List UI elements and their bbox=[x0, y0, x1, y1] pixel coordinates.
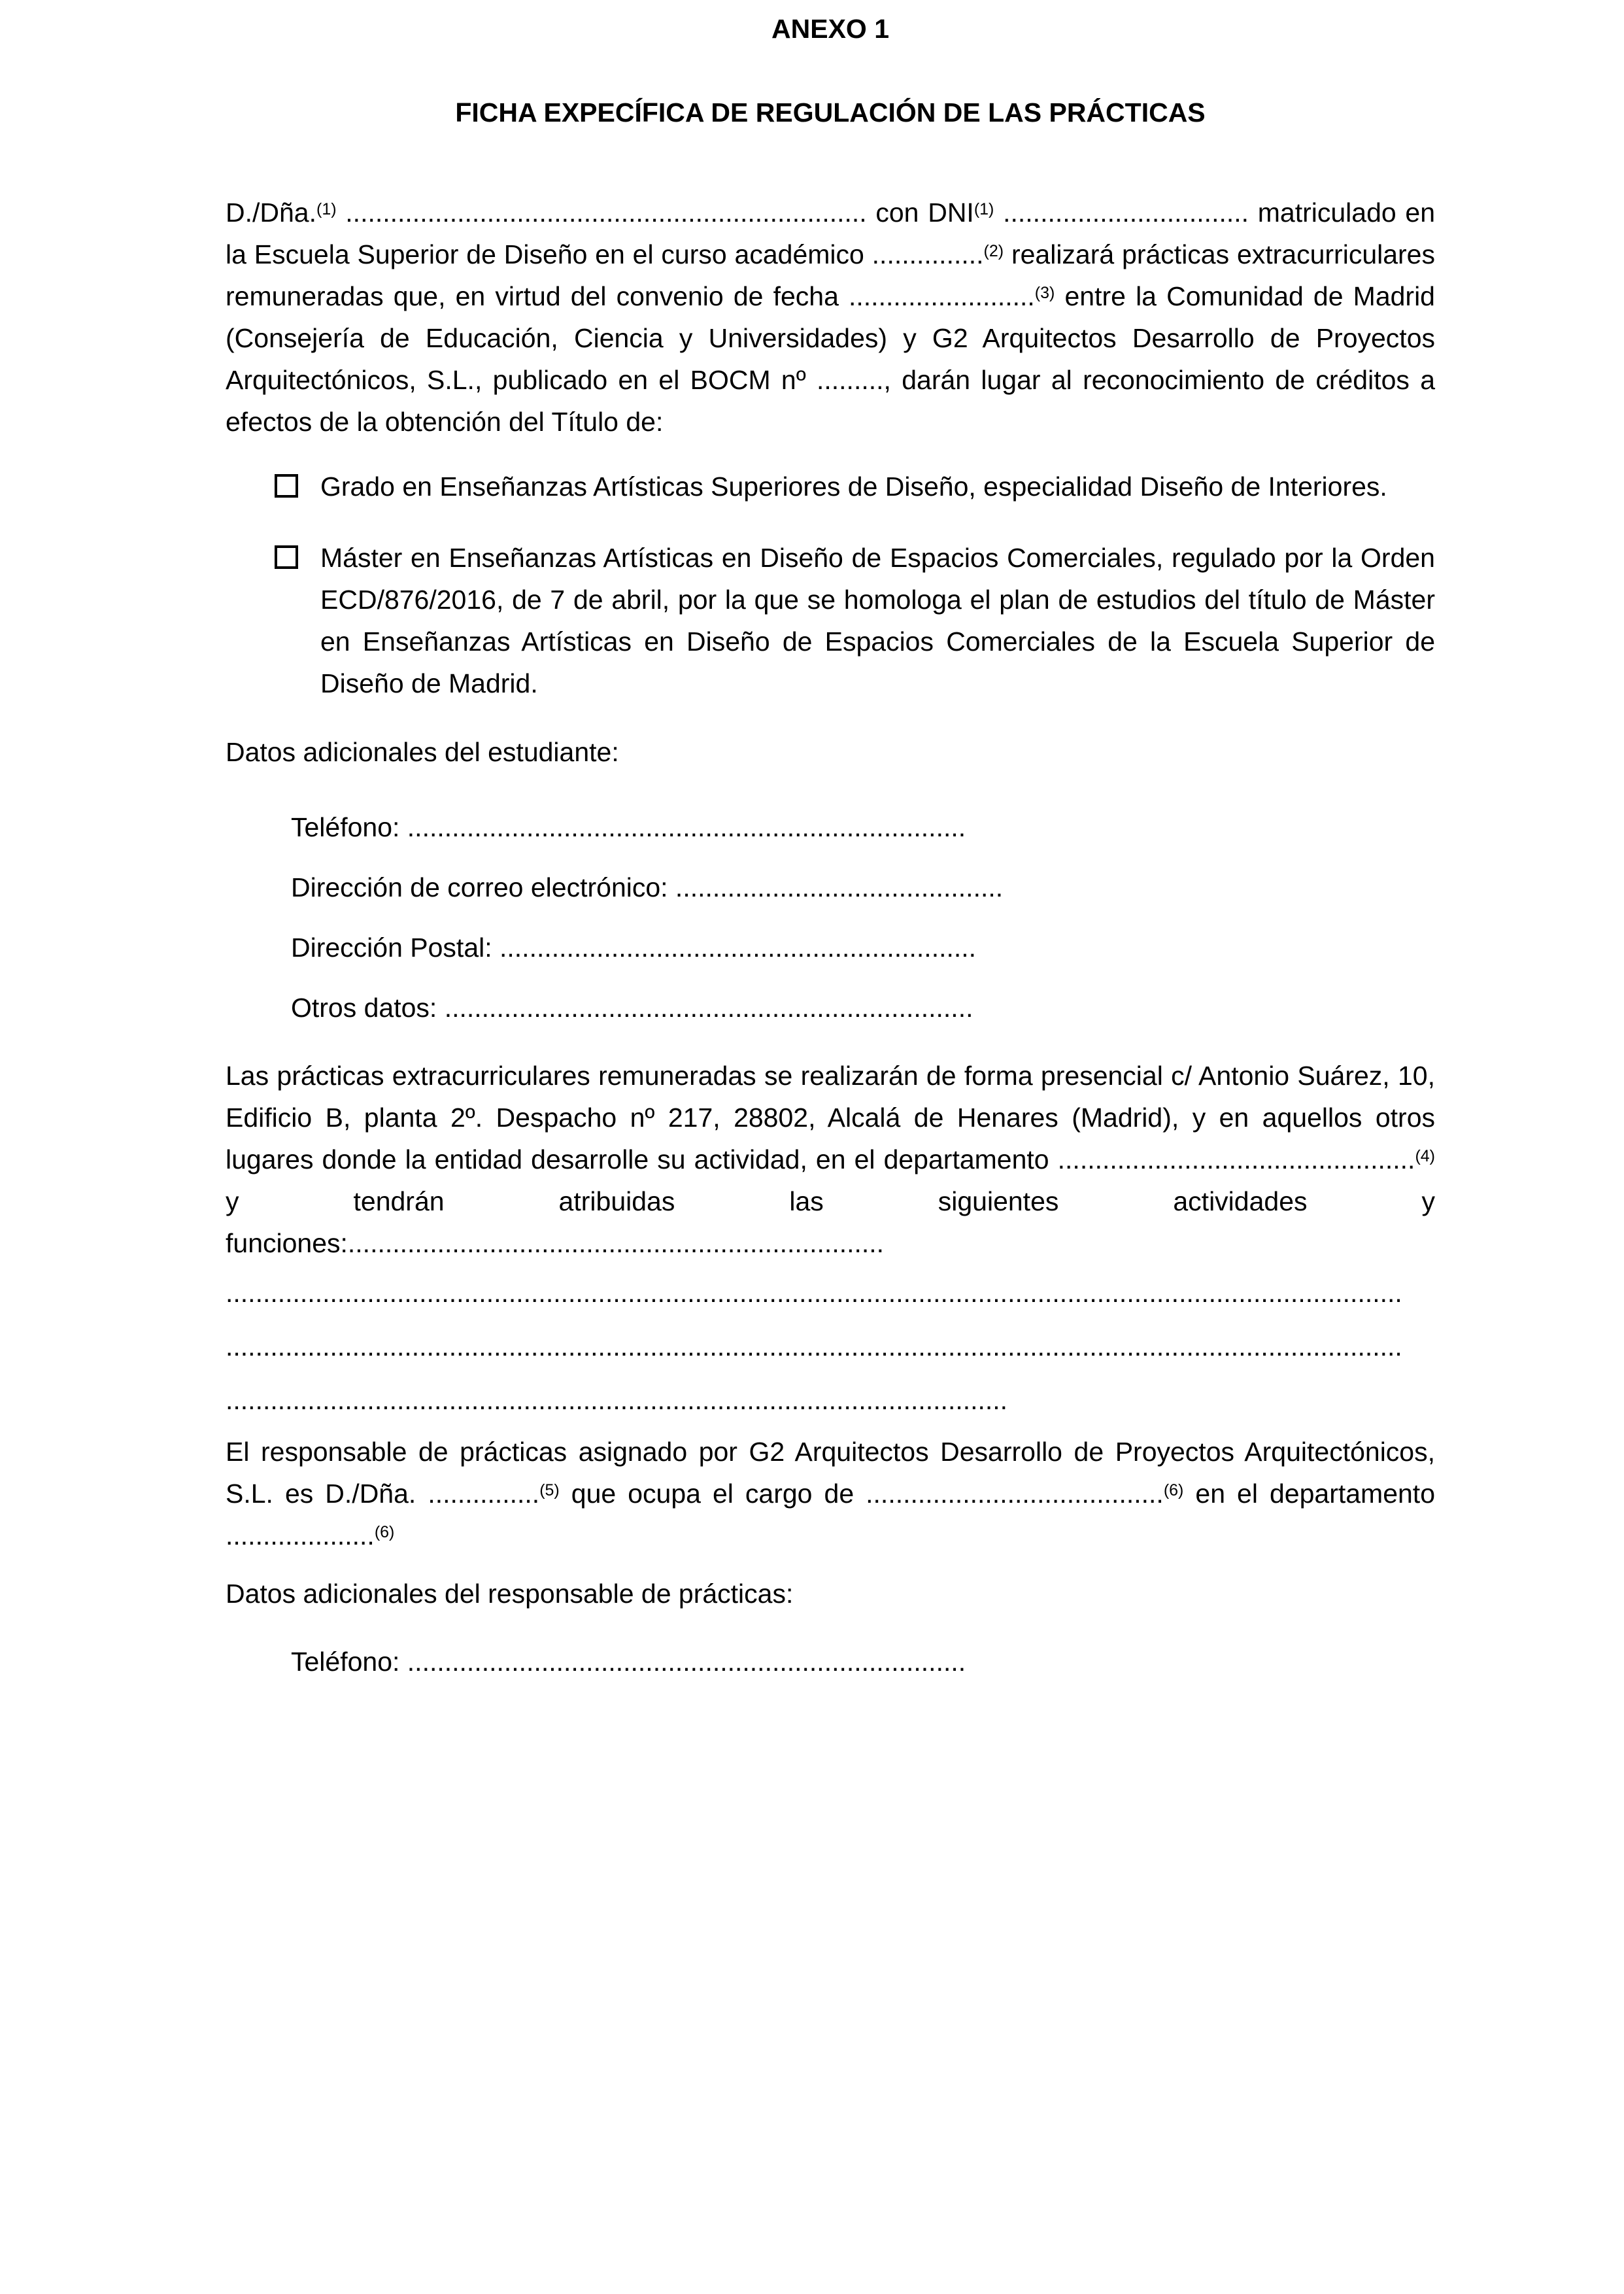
footnote-marker-1: (1) bbox=[316, 199, 337, 218]
dotted-fill-line: ......................................................................................................... bbox=[226, 1385, 1008, 1415]
supervisor-text-1: El responsable de prácticas asignado por G2 Arquitectos Desarrollo de Proyectos Arquitectónicos, S.L. es D./Dña. ............... bbox=[226, 1437, 1435, 1509]
student-field-email: Dirección de correo electrónico: ............................................ bbox=[291, 872, 1004, 902]
footnote-marker-4: (4) bbox=[1415, 1146, 1435, 1165]
footnote-marker-6: (6) bbox=[1163, 1481, 1184, 1499]
intro-paragraph bbox=[226, 192, 1435, 443]
student-field-postal-address: Dirección Postal: ................................................................ bbox=[291, 933, 977, 963]
annex-heading: ANEXO 1 bbox=[771, 14, 889, 44]
footnote-marker-3: (3) bbox=[1034, 283, 1055, 302]
practice-location-paragraph bbox=[226, 1055, 1435, 1264]
supervisor-text-3: en el departamento .................... bbox=[226, 1479, 1435, 1550]
document-title: FICHA EXPECÍFICA DE REGULACIÓN DE LAS PRÁCTICAS bbox=[455, 97, 1206, 128]
footnote-marker-5: (5) bbox=[539, 1481, 560, 1499]
degree-option-label: Máster en Enseñanzas Artísticas en Diseño de Espacios Comerciales, regulado por la Orden ECD/876/2016, de 7 de abril, por la que se homologa el plan de estudios del título de Máster en Enseñanzas Artísticas en Diseño de Espacios Comerciales de la Escuela Superior de Diseño de Madrid. bbox=[320, 543, 1435, 698]
intro-text-1: D./Dña. bbox=[226, 197, 316, 228]
supervisor-text-2: que ocupa el cargo de ........................................ bbox=[559, 1479, 1164, 1509]
degree-option-master bbox=[275, 537, 1435, 704]
location-text-1: Las prácticas extracurriculares remuneradas se realizarán de forma presencial c/ Antonio Suárez, 10, Edificio B, planta 2º. Despacho nº 217, 28802, Alcalá de Henares (Madrid), y en aquellos otros lugares donde la entidad desarrolle su actividad, en el departamento ................................................ bbox=[226, 1061, 1435, 1174]
intro-text-3: ................................. matriculado en la Escuela Superior de Diseño en el curso académico ............... bbox=[226, 197, 1435, 269]
student-fields bbox=[226, 806, 1435, 1029]
intro-text-5: entre la Comunidad de Madrid (Consejería de Educación, Ciencia y Universidades) y G2 Arquitectos Desarrollo de Proyectos Arquitectónicos, S.L., publicado en el BOCM nº ........., darán lugar al reconocimiento de créditos a efectos de la obtención del Título de: bbox=[226, 281, 1435, 437]
dotted-fill-line: .............................................................................................................................................................. bbox=[226, 1278, 1402, 1308]
degree-option-label: Grado en Enseñanzas Artísticas Superiores de Diseño, especialidad Diseño de Interiores. bbox=[320, 471, 1387, 502]
dotted-fill-line: .............................................................................................................................................................. bbox=[226, 1331, 1402, 1361]
supervisor-data-heading: Datos adicionales del responsable de prácticas: bbox=[226, 1579, 794, 1609]
degree-option-grado bbox=[275, 466, 1435, 507]
footnote-marker-2: (2) bbox=[983, 241, 1004, 260]
checkbox-icon[interactable] bbox=[275, 545, 298, 569]
supervisor-field-phone: Teléfono: ........................................................................... bbox=[291, 1647, 966, 1677]
footnote-marker-6b: (6) bbox=[374, 1522, 395, 1541]
intro-text-2: ...................................................................... con DNI bbox=[336, 197, 974, 228]
intro-text-4: realizará prácticas extracurriculares remuneradas que, en virtud del convenio de fecha ......................... bbox=[226, 239, 1435, 311]
supervisor-paragraph bbox=[226, 1431, 1435, 1556]
supervisor-fields bbox=[226, 1641, 1435, 1683]
location-text-2: y tendrán atribuidas las siguientes actividades y funciones:........................................................................ bbox=[226, 1186, 1435, 1258]
student-field-phone: Teléfono: ........................................................................... bbox=[291, 812, 966, 842]
student-field-other-data: Otros datos: ....................................................................... bbox=[291, 993, 973, 1023]
footnote-marker-1b: (1) bbox=[973, 199, 994, 218]
checkbox-icon[interactable] bbox=[275, 474, 298, 498]
student-data-heading: Datos adicionales del estudiante: bbox=[226, 737, 619, 767]
